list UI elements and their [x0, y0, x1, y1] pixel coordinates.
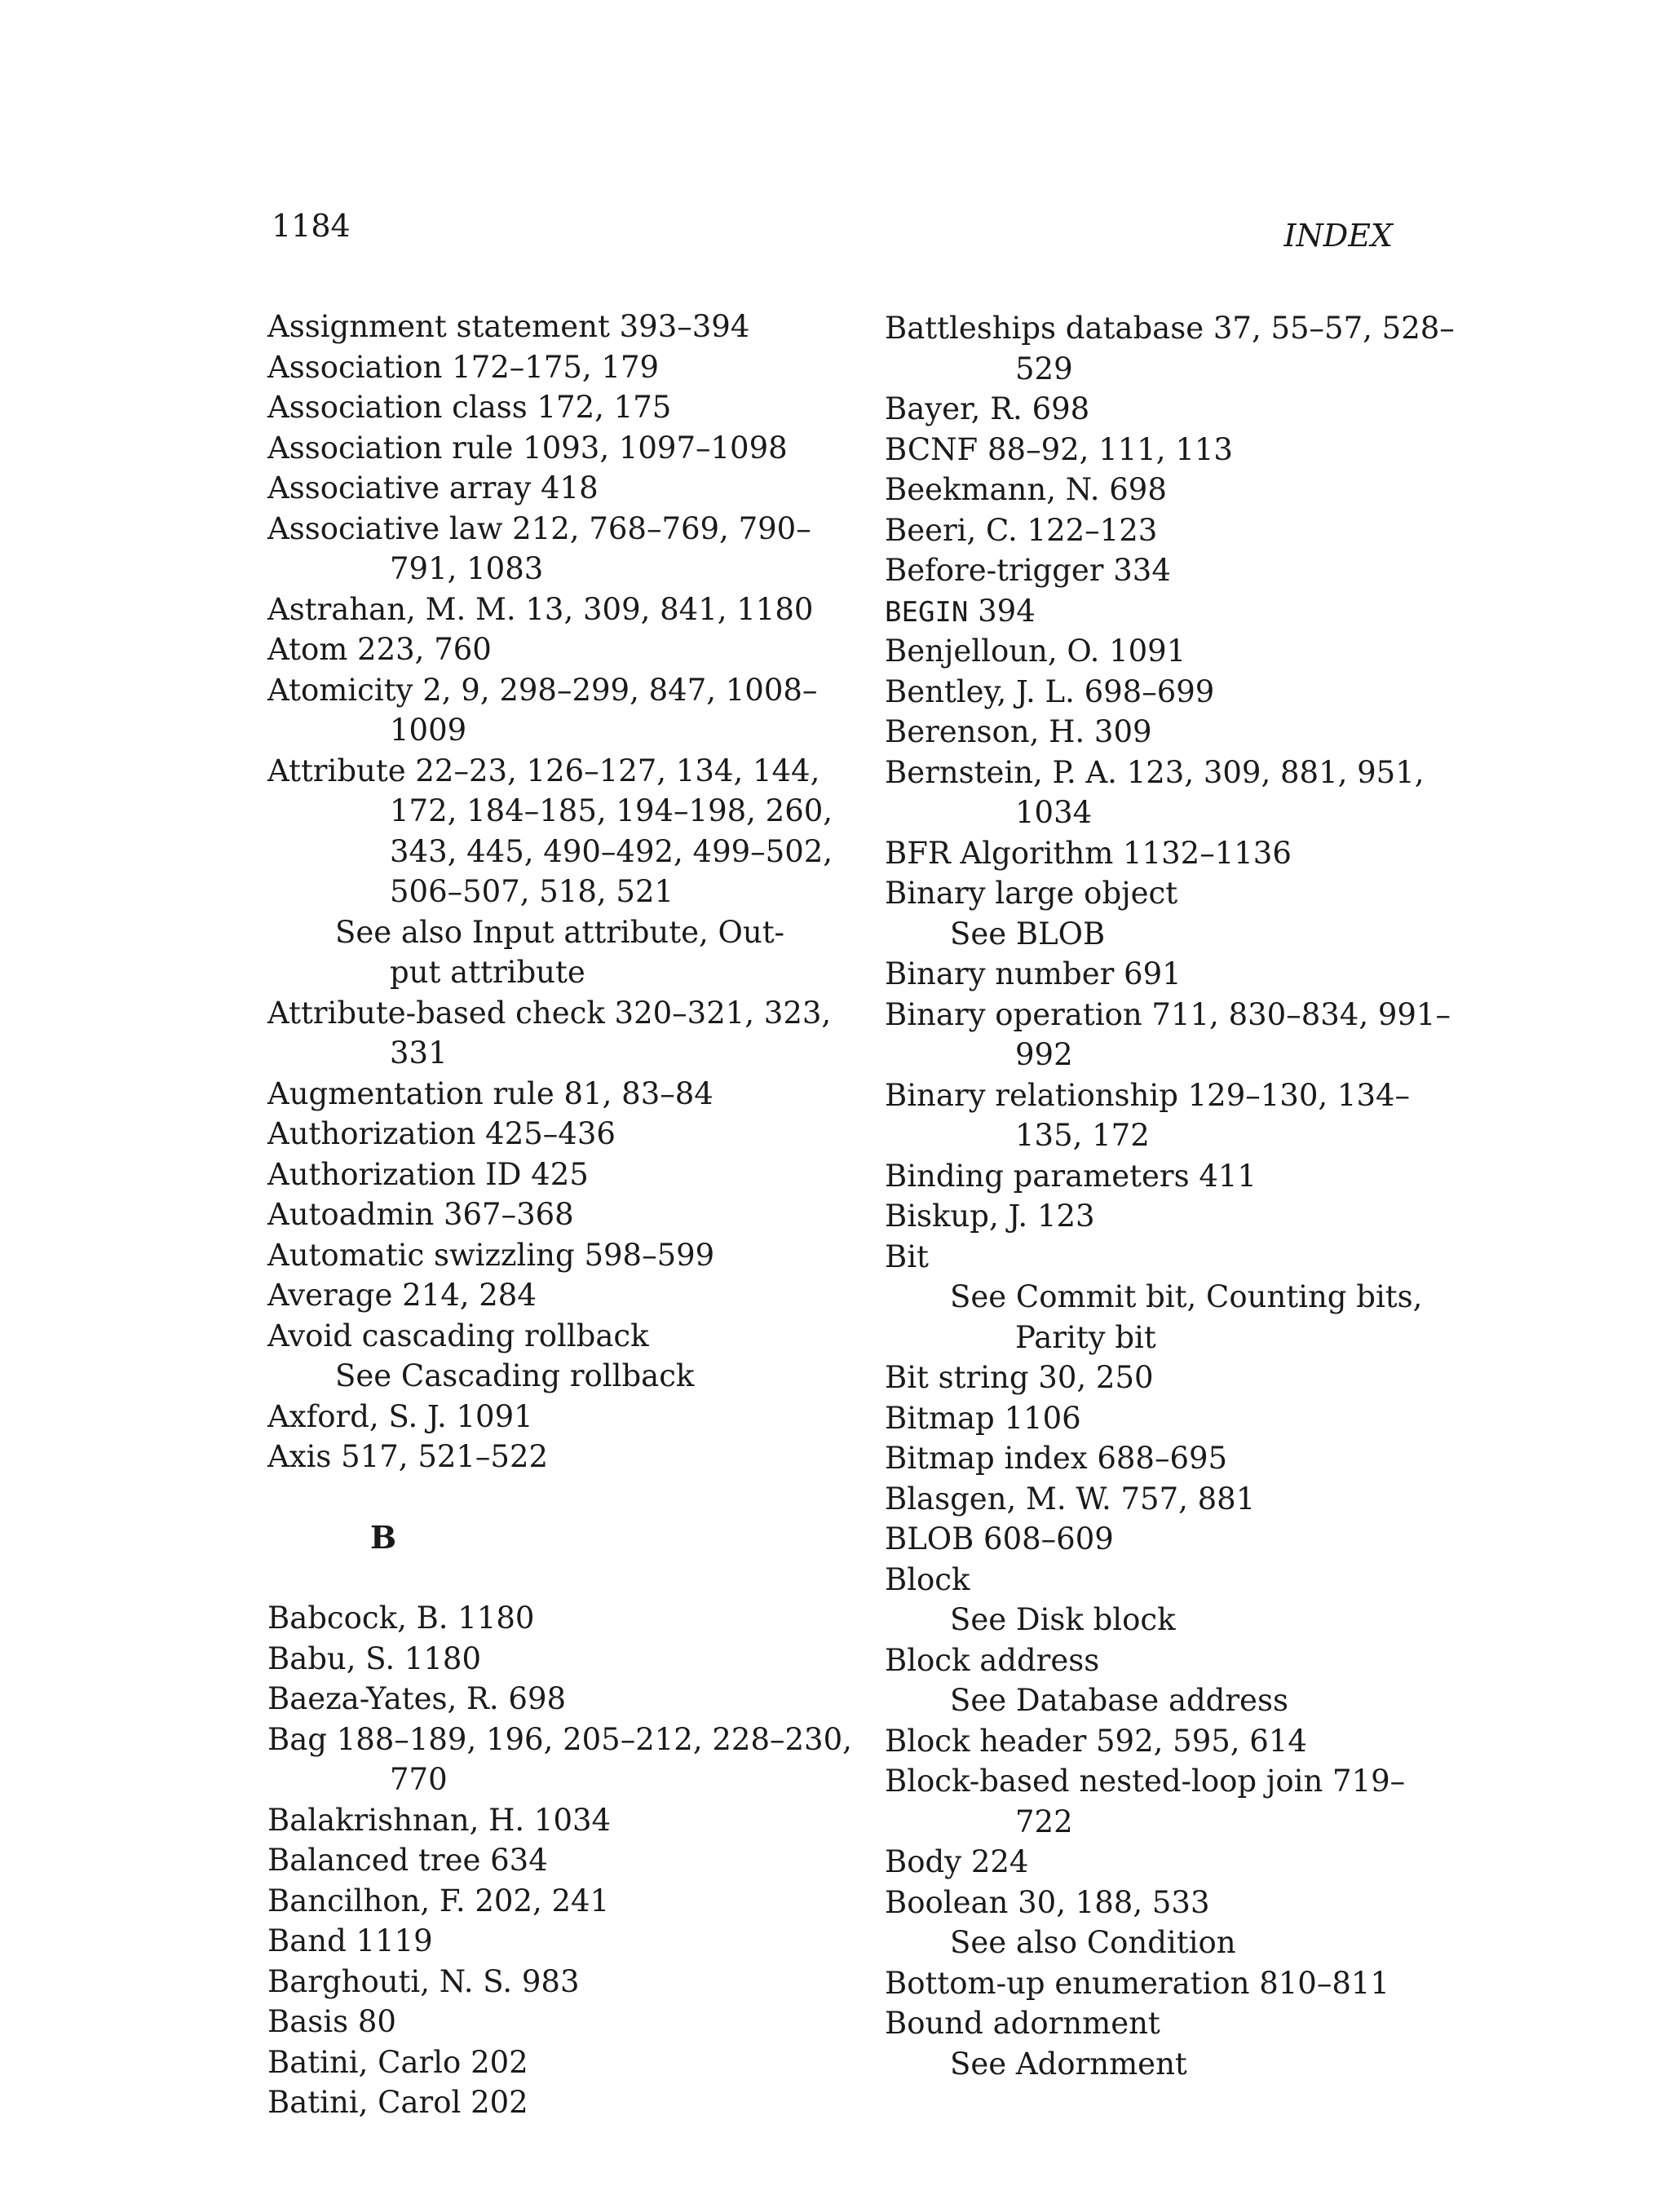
index-cross-reference: See Database address [950, 1683, 1288, 1718]
index-entry: Bound adornment [885, 2006, 1160, 2041]
index-entry: Babcock, B. 1180 [267, 1600, 535, 1636]
index-entry: BCNF 88–92, 111, 113 [885, 431, 1233, 467]
index-cross-reference: See Adornment [950, 2046, 1187, 2082]
index-entries-a [267, 307, 833, 1477]
index-entry: Block header 592, 595, 614 [885, 1723, 1307, 1759]
index-cross-reference: See BLOB [950, 916, 1106, 951]
index-entry: Baeza-Yates, R. 698 [267, 1681, 567, 1716]
index-entry: Bitmap index 688–695 [885, 1441, 1228, 1476]
index-entry: Barghouti, N. S. 983 [267, 1963, 580, 1999]
index-entry-continuation: put attribute [390, 955, 585, 990]
index-entry: Automatic swizzling 598–599 [267, 1237, 715, 1273]
index-entry: Body 224 [885, 1844, 1029, 1879]
index-cross-reference: See Cascading rollback [335, 1358, 695, 1393]
index-entry: Axis 517, 521–522 [267, 1439, 549, 1474]
index-page-refs: 394 [968, 593, 1036, 629]
index-entry: Attribute 22–23, 126–127, 134, 144, [267, 753, 820, 788]
index-entry: Association rule 1093, 1097–1098 [267, 430, 788, 466]
index-entry: Associative array 418 [267, 470, 599, 506]
index-column-left [267, 307, 852, 2123]
page-number: 1184 [272, 208, 351, 244]
index-entry: Balanced tree 634 [267, 1843, 548, 1878]
index-entry-continuation: 135, 172 [1015, 1118, 1150, 1153]
section-heading-b: B [370, 1519, 397, 1556]
index-entry: Bancilhon, F. 202, 241 [267, 1883, 610, 1918]
index-entry: Berenson, H. 309 [885, 714, 1152, 749]
index-entry: Binary large object [885, 876, 1178, 911]
index-entry: Battleships database 37, 55–57, 528– [885, 311, 1455, 346]
index-cross-reference: See also Input attribute, Out- [335, 914, 785, 950]
index-entry: Authorization ID 425 [267, 1156, 589, 1192]
index-entry-continuation: 331 [390, 1035, 448, 1071]
index-entry: Bag 188–189, 196, 205–212, 228–230, [267, 1721, 852, 1757]
index-entry: Benjelloun, O. 1091 [885, 634, 1186, 669]
index-entries-b [267, 1598, 852, 2123]
index-entry-continuation: 1034 [1015, 795, 1093, 830]
index-entry: BFR Algorithm 1132–1136 [885, 835, 1292, 871]
index-entry: Associative law 212, 768–769, 790– [267, 510, 811, 546]
index-entry: Binary operation 711, 830–834, 991– [885, 996, 1451, 1032]
index-entry-continuation: 791, 1083 [390, 551, 544, 586]
index-entry: Block-based nested-loop join 719– [885, 1764, 1406, 1799]
index-entry: Bottom-up enumeration 810–811 [885, 1965, 1389, 2001]
index-entry: Batini, Carol 202 [267, 2085, 528, 2120]
index-entry: Beeri, C. 122–123 [885, 512, 1158, 548]
running-head: INDEX [1283, 218, 1393, 254]
index-entry-continuation: 770 [390, 1762, 448, 1797]
index-entry: Atomicity 2, 9, 298–299, 847, 1008– [267, 672, 818, 708]
index-entry: Bentley, J. L. 698–699 [885, 673, 1215, 709]
index-entry: Babu, S. 1180 [267, 1640, 481, 1676]
index-entry [885, 591, 1390, 632]
index-entry: Binary relationship 129–130, 134– [885, 1077, 1411, 1113]
index-entry: Bitmap 1106 [885, 1400, 1081, 1436]
index-entry-continuation: Parity bit [1015, 1319, 1156, 1355]
index-entry: Beekmann, N. 698 [885, 472, 1167, 507]
index-entry: Atom 223, 760 [267, 632, 492, 667]
index-entry: Bernstein, P. A. 123, 309, 881, 951, [885, 754, 1425, 790]
index-entry: Biskup, J. 123 [885, 1199, 1095, 1234]
index-entry: Band 1119 [267, 1923, 433, 1958]
index-entry: Assignment statement 393–394 [267, 309, 750, 344]
index-entry: Balakrishnan, H. 1034 [267, 1802, 612, 1838]
index-entry: Authorization 425–436 [267, 1116, 616, 1151]
index-entry: Avoid cascading rollback [267, 1318, 649, 1353]
index-entry: Attribute-based check 320–321, 323, [267, 995, 832, 1031]
index-cross-reference: See Disk block [950, 1602, 1176, 1637]
index-entry: Bit [885, 1238, 929, 1274]
index-cross-reference: See also Condition [950, 1925, 1236, 1960]
index-entry: Basis 80 [267, 2004, 396, 2039]
index-entry: Batini, Carlo 202 [267, 2044, 528, 2080]
index-entry: Astrahan, M. M. 13, 309, 841, 1180 [267, 591, 814, 627]
index-entry-continuation: 722 [1015, 1804, 1073, 1839]
index-entry: Association class 172, 175 [267, 390, 672, 425]
index-entry: Association 172–175, 179 [267, 349, 660, 385]
index-entry: Block address [885, 1642, 1100, 1678]
index-column-right [885, 308, 1455, 2084]
index-entry: Bayer, R. 698 [885, 391, 1090, 426]
index-entry-continuation: 343, 445, 490–492, 499–502, [390, 833, 833, 869]
index-entry-continuation: 172, 184–185, 194–198, 260, [390, 793, 833, 828]
index-entry: Boolean 30, 188, 533 [885, 1884, 1210, 1920]
index-entry-continuation: 992 [1015, 1037, 1073, 1072]
index-entry-continuation: 506–507, 518, 521 [390, 874, 674, 909]
index-entry: Bit string 30, 250 [885, 1360, 1154, 1395]
index-entry: Binary number 691 [885, 956, 1182, 991]
index-entry: Blasgen, M. W. 757, 881 [885, 1481, 1256, 1517]
index-entry: Axford, S. J. 1091 [267, 1398, 533, 1434]
index-entry: Autoadmin 367–368 [267, 1197, 574, 1232]
index-entry: Augmentation rule 81, 83–84 [267, 1075, 714, 1111]
index-cross-reference: See Commit bit, Counting bits, [950, 1279, 1423, 1314]
index-entries-right [885, 308, 1455, 2084]
index-entry: BLOB 608–609 [885, 1521, 1114, 1556]
index-entry-continuation: 1009 [390, 713, 467, 748]
index-entry: Block [885, 1561, 970, 1597]
index-entry: Binding parameters 411 [885, 1158, 1257, 1194]
code-keyword: BEGIN [885, 595, 969, 629]
index-entry: Average 214, 284 [267, 1278, 537, 1313]
index-entry: Before-trigger 334 [885, 553, 1171, 588]
index-entry-continuation: 529 [1015, 351, 1073, 386]
